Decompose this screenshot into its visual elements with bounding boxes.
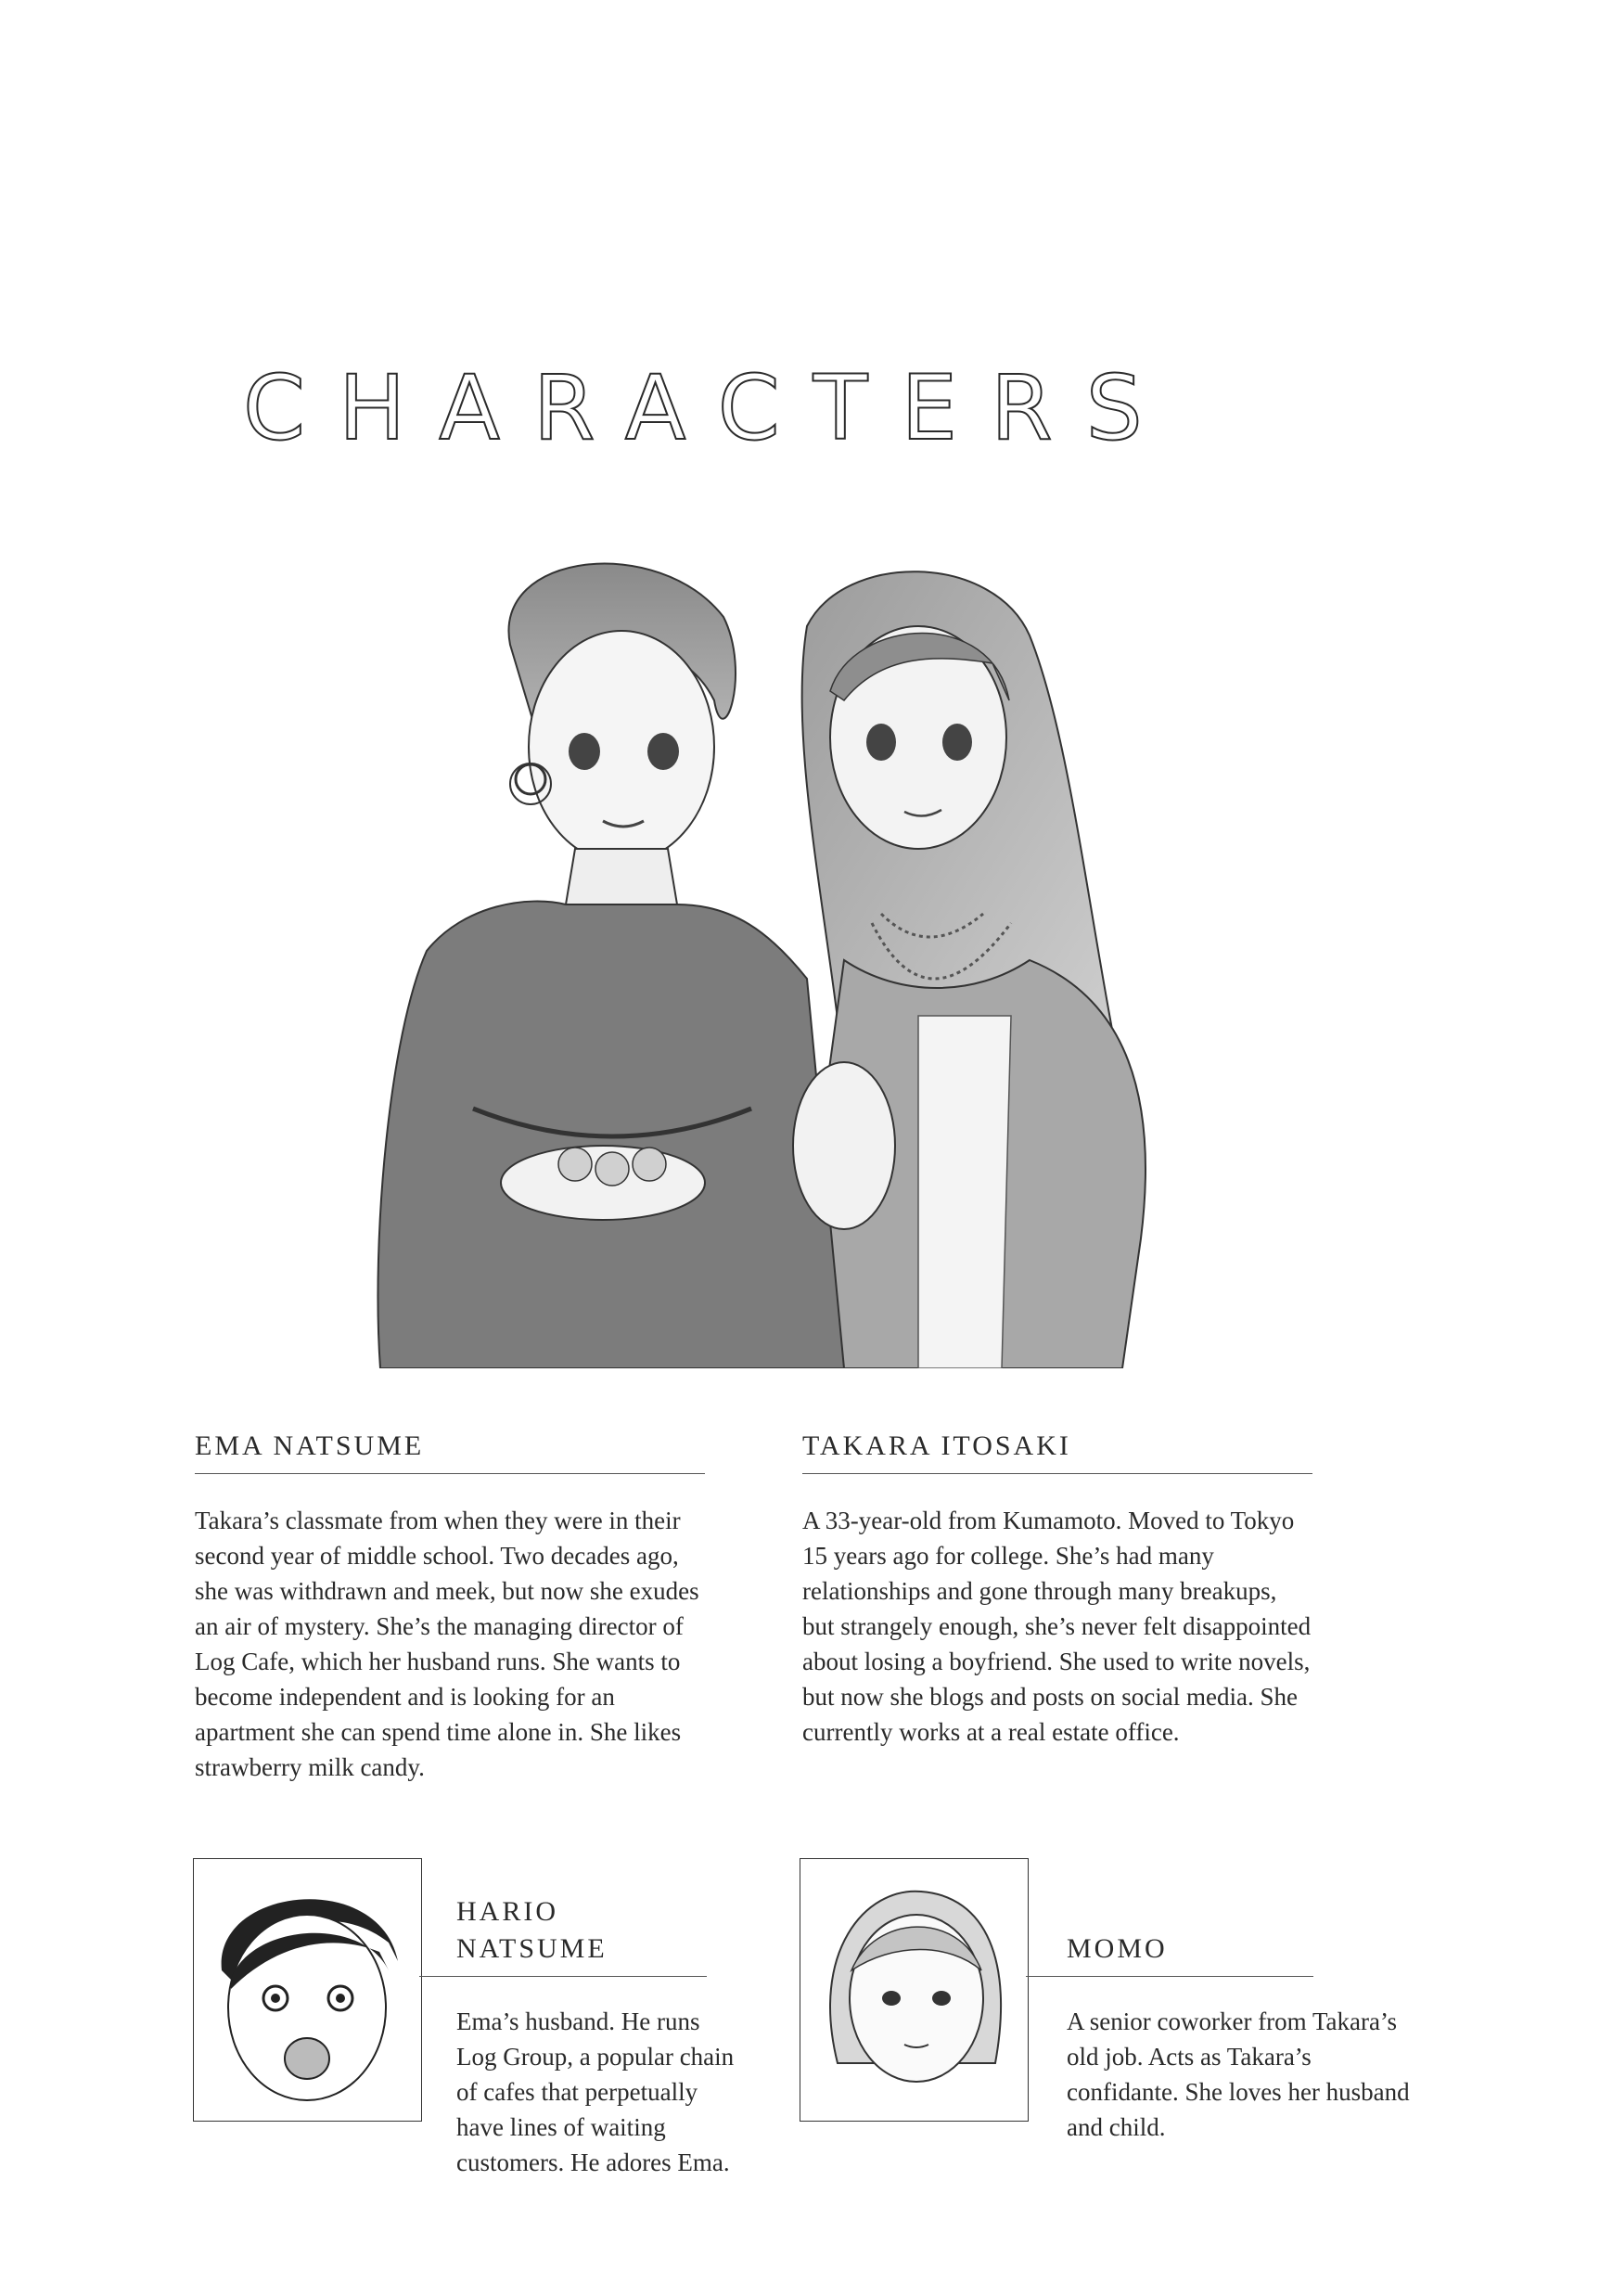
character-description-hario: Ema’s husband. He runs Log Group, a popular chain of cafes that perpetually have lines of waiting customers. He adores Ema. (456, 2007, 735, 2176)
character-name-momo: MOMO (1067, 1933, 1168, 1964)
name-divider (195, 1473, 705, 1474)
page-title: CHARACTERS (243, 356, 1176, 460)
character-description-ema: Takara’s classmate from when they were in their second year of middle school. Two decades ago, she was withdrawn and meek, but now she exudes an air of mystery. She’s the managing director of Log Cafe, which her husband runs. She wants to become independent and is looking for an apartment she can spend time alone in. She likes strawberry milk candy. (195, 1507, 699, 1781)
character-name-takara: TAKARA ITOSAKI (802, 1430, 1071, 1461)
momo-portrait (800, 1858, 1029, 2122)
character-name-ema: EMA NATSUME (195, 1430, 425, 1461)
name-divider (802, 1473, 1312, 1474)
character-description-momo: A senior coworker from Takara’s old job. Acts as Takara’s confidante. She loves her husband and child. (1067, 2007, 1410, 2141)
hario-portrait (193, 1858, 422, 2122)
character-name-hario-line1: HARIO (456, 1896, 558, 1927)
name-divider (419, 1976, 707, 1977)
character-description-takara: A 33-year-old from Kumamoto. Moved to Tokyo 15 years ago for college. She’s had many relationships and gone through many breakups, but strangely enough, she’s never felt disappointed about losing a boyfriend. She used to write novels, but now she blogs and posts on social media. She currently works at a real estate office. (802, 1507, 1312, 1746)
character-name-hario-line2: NATSUME (456, 1933, 608, 1964)
main-character-illustration (325, 515, 1252, 1368)
name-divider (1026, 1976, 1313, 1977)
